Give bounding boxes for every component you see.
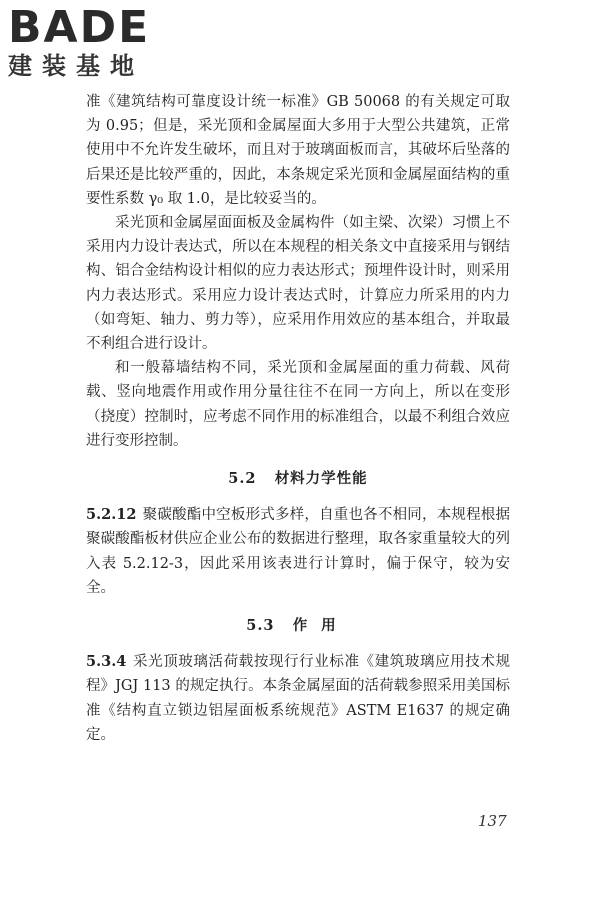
page-number: 137 [478,812,507,830]
page-body [86,90,510,747]
section-title: 材料力学性能 [274,470,368,488]
section-number: 5.2 [228,470,257,488]
clause-number: 5.3.4 [86,653,127,671]
section-title: 作用 [292,617,350,635]
logo-subtitle: 建装基地 [8,52,144,80]
logo-brand-text: BADE [8,2,151,53]
paragraph-deformation-control: 和一般幕墙结构不同，采光顶和金属屋面的重力荷载、风荷载、竖向地震作用或作用分量往往不在同一方向上，所以在变形（挠度）控制时，应考虑不同作用的标准组合，以最不利组合效应进行变形控制。 [86,360,510,449]
section-number: 5.3 [246,617,275,635]
clause-number: 5.2.12 [86,506,137,524]
clause-5-2-12 [86,503,510,600]
clause-text: 聚碳酸酯中空板形式多样，自重也各不相同，本规程根据聚碳酸酯板材供应企业公布的数据进行整理，取各家重量较大的列入表 5.2.12-3，因此采用该表进行计算时，偏于保守，较为安全。 [86,507,510,596]
paragraph-stress-expression: 采光顶和金属屋面面板及金属构件（如主梁、次梁）习惯上不采用内力设计表达式，所以在本规程的相关条文中直接采用与钢结构、铝合金结构设计相似的应力表达形式；预埋件设计时，则采用内力表达形式。采用应力设计表达式时，计算应力所采用的内力（如弯矩、轴力、剪力等），应采用作用效应的基本组合，并取最不利组合进行设计。 [86,215,510,353]
brand-logo [8,2,178,80]
clause-text: 采光顶玻璃活荷载按现行行业标准《建筑玻璃应用技术规程》JGJ 113 的规定执行。本条金属屋面的活荷载参照采用美国标准《结构直立锁边铝屋面板系统规范》ASTM E1637 的规定确定。 [86,654,510,743]
section-heading-5-3 [86,614,510,638]
section-heading-5-2 [86,467,510,491]
paragraph-continuation: 准《建筑结构可靠度设计统一标准》GB 50068 的有关规定可取为 0.95；但是，采光顶和金属屋面大多用于大型公共建筑，正常使用中不允许发生破坏，而且对于玻璃面板而言，其破坏后坠落的后果还是比较严重的，因此，本条规定采光顶和金属屋面结构的重要性系数 γ₀ 取 1.0，是比较妥当的。 [86,94,510,207]
clause-5-3-4 [86,650,510,747]
